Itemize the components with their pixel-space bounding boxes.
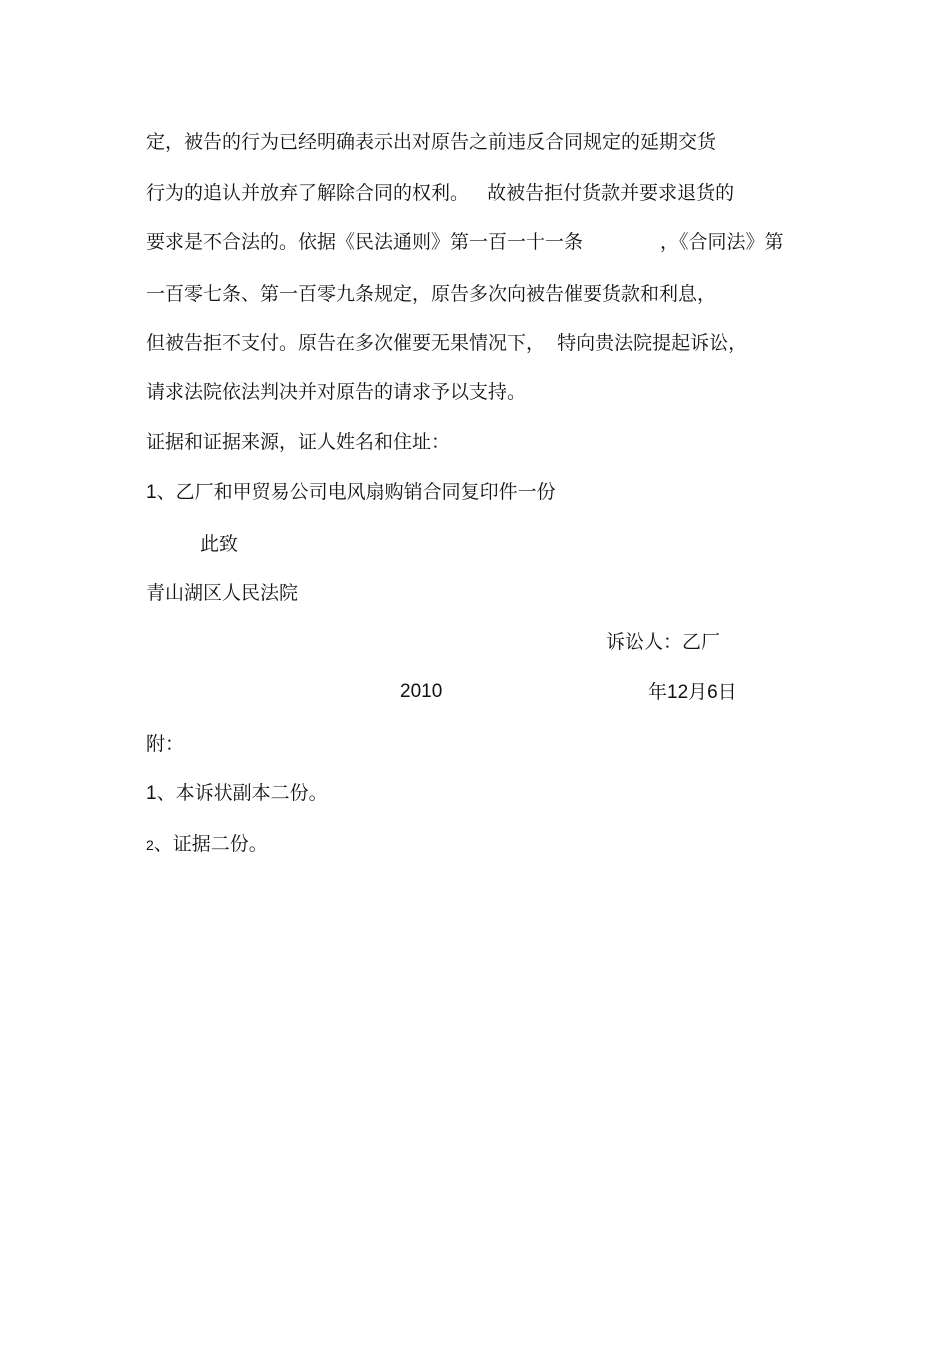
appendix-item-1-text: 、本诉状副本二份。: [156, 782, 328, 804]
body-line-6: 请求法院依法判决并对原告的请求予以支持。: [146, 381, 527, 403]
appendix-item-2-number: 2: [146, 837, 154, 853]
body-line-2: 行为的追认并放弃了解除合同的权利。 故被告拒付货款并要求退货的: [146, 182, 735, 204]
date-nian: 年: [648, 681, 668, 703]
date-month: 12: [667, 682, 689, 703]
appendix-item-1: [146, 781, 328, 806]
evidence-item-1-text: 、乙厂和甲贸易公司电风扇购销合同复印件一份: [156, 481, 556, 503]
salutation: 此致: [200, 533, 239, 555]
court-name: 青山湖区人民法院: [146, 582, 299, 604]
date-day: 6: [707, 682, 718, 703]
date-ri: 日: [717, 681, 737, 703]
plaintiff-signature: 诉讼人：乙厂: [606, 631, 721, 653]
appendix-item-1-number: 1: [146, 783, 157, 804]
date-yue: 月: [688, 681, 708, 703]
body-line-4: 一百零七条、第一百零九条规定，原告多次向被告催要货款和利息，: [146, 283, 717, 305]
appendix-heading: 附：: [146, 733, 185, 755]
evidence-heading: 证据和证据来源，证人姓名和住址：: [146, 431, 451, 453]
evidence-item-1: [146, 480, 556, 505]
body-line-1: 定，被告的行为已经明确表示出对原告之前违反合同规定的延期交货: [146, 131, 717, 153]
date-month-day: [648, 680, 737, 705]
appendix-item-2-text: 、证据二份。: [153, 833, 268, 855]
evidence-item-1-number: 1: [146, 482, 157, 503]
body-line-3a: 要求是不合法的。依据《民法通则》第一百一十一条: [146, 231, 584, 253]
body-line-3b: ，《合同法》第: [660, 231, 784, 253]
body-line-5: 但被告拒不支付。原告在多次催要无果情况下， 特向贵法院提起诉讼，: [146, 332, 748, 354]
appendix-item-2: [146, 832, 268, 857]
date-year: 2010: [400, 681, 443, 702]
